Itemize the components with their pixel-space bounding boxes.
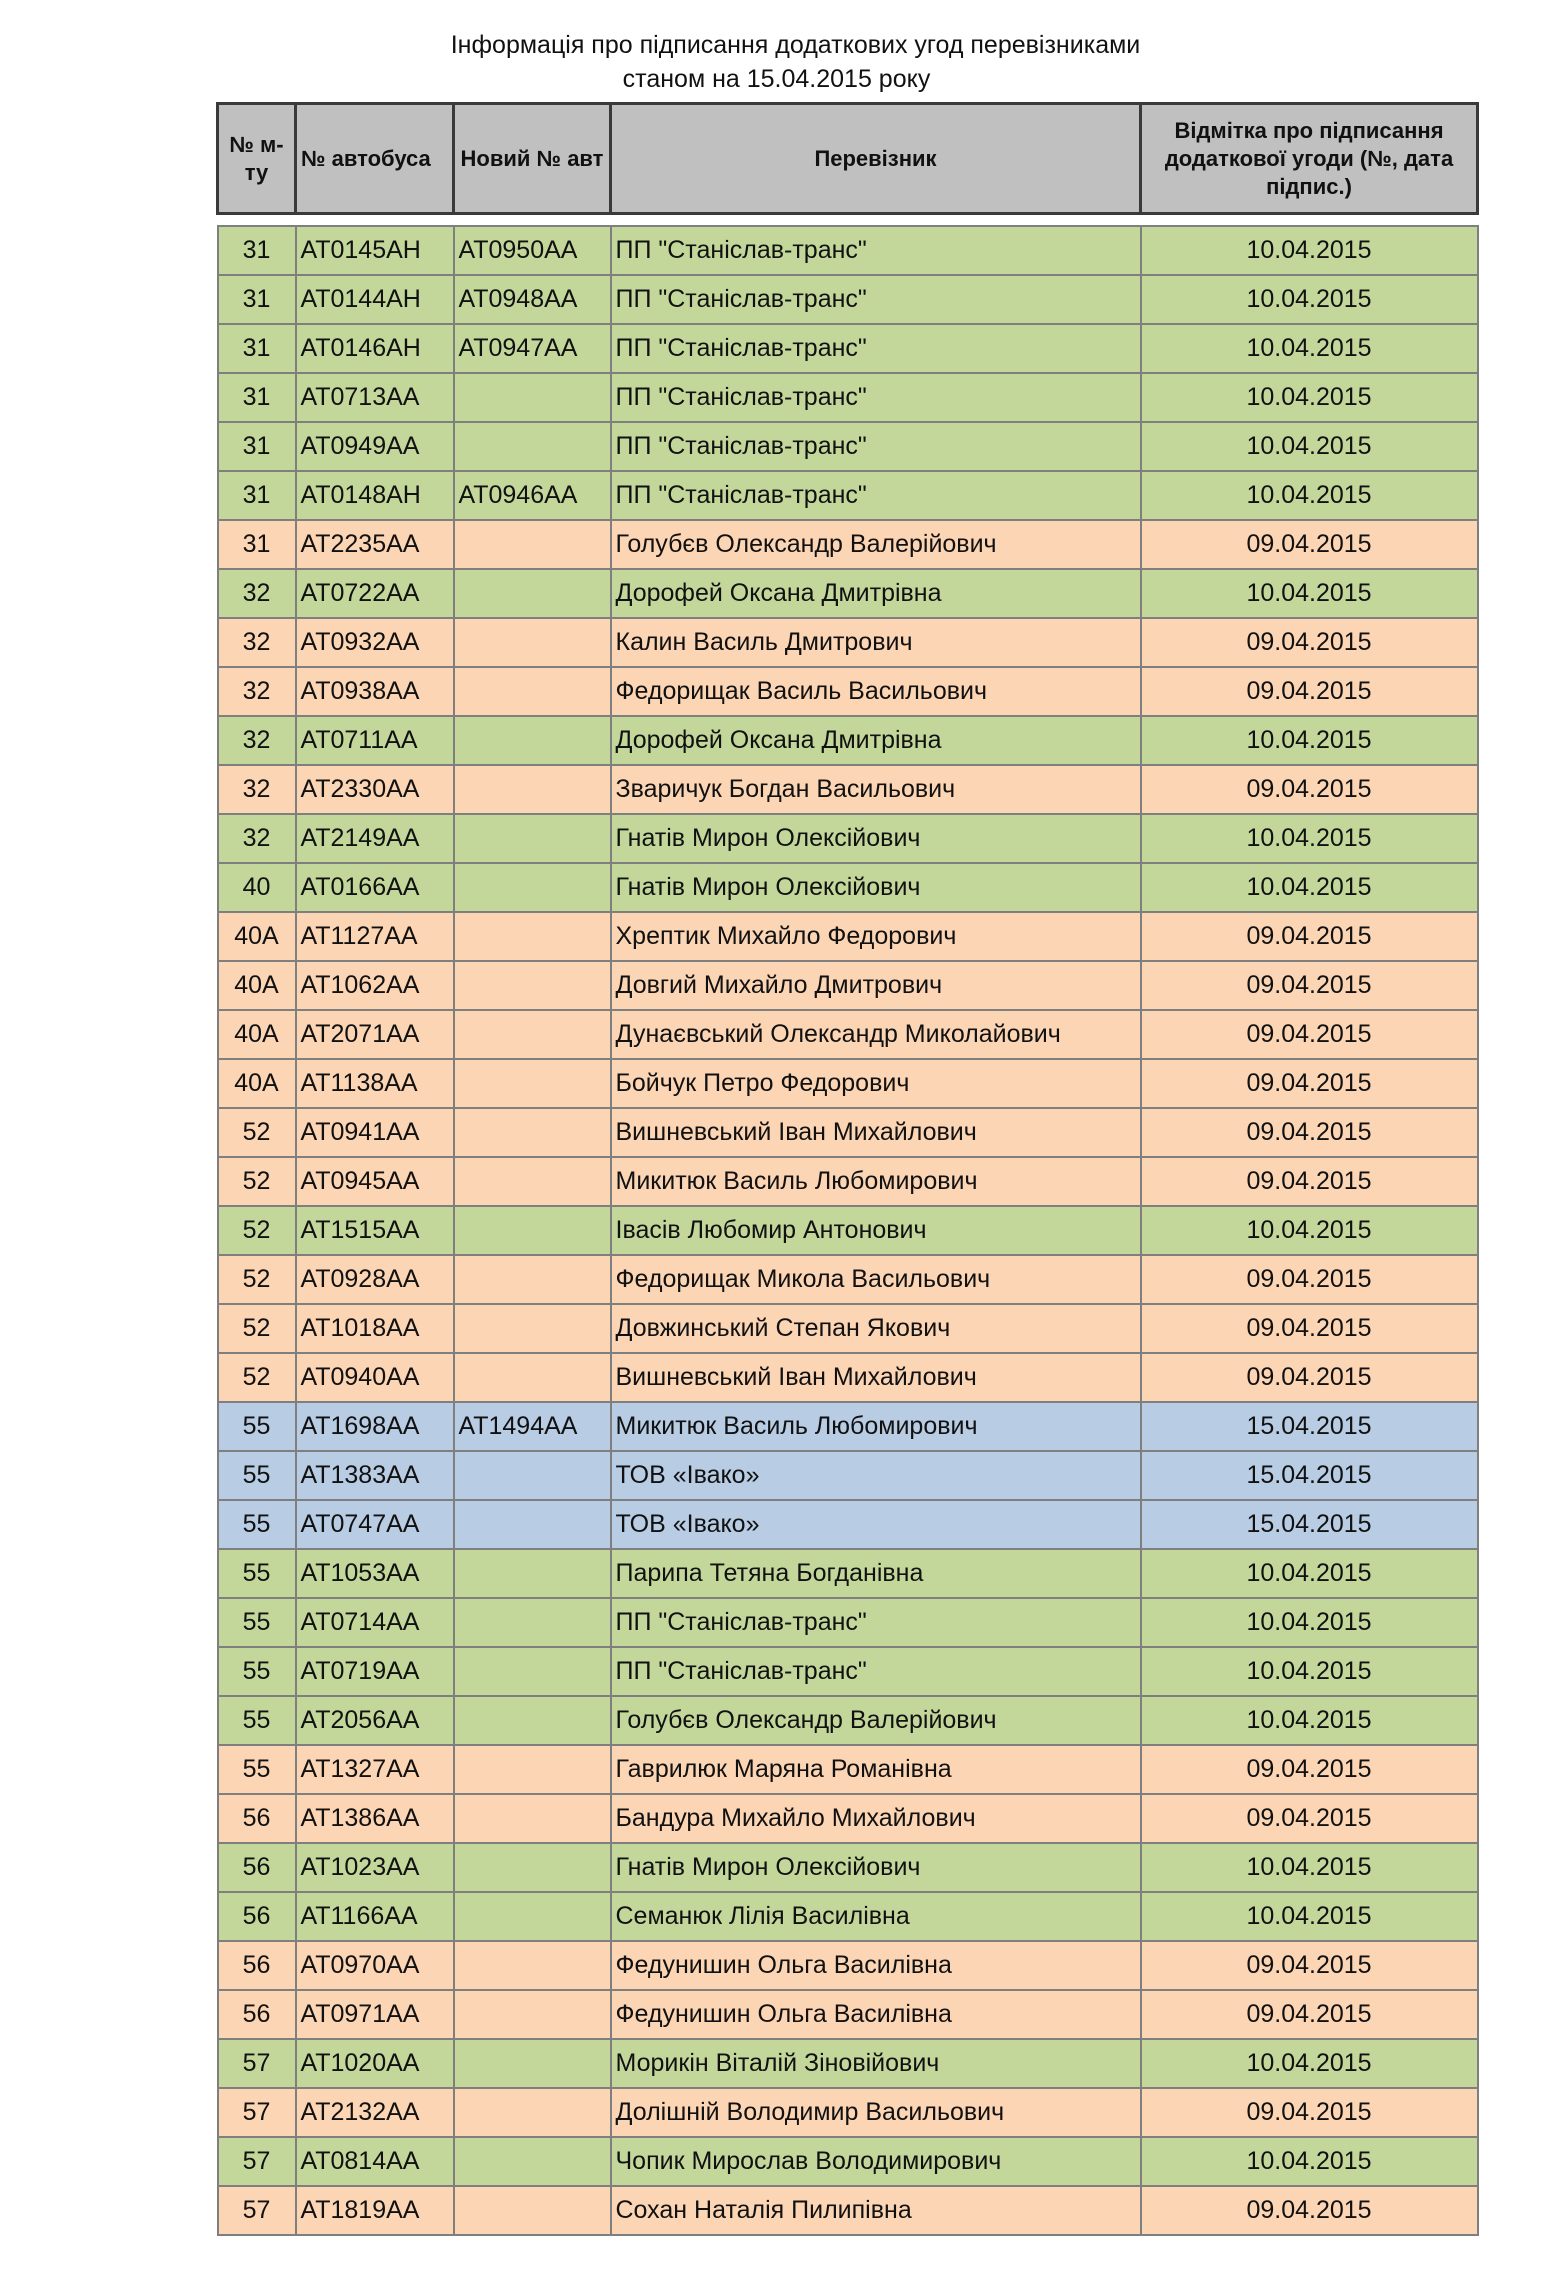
carrier-cell: Гнатів Мирон Олексійович	[611, 814, 1141, 863]
new-bus-number-cell	[454, 1157, 611, 1206]
signing-date-cell: 09.04.2015	[1141, 912, 1478, 961]
table-row	[218, 1255, 1478, 1304]
new-bus-number-cell: АТ1494АА	[454, 1402, 611, 1451]
route-cell: 31	[218, 324, 296, 373]
new-bus-number-cell: АТ0946АА	[454, 471, 611, 520]
route-cell: 31	[218, 226, 296, 275]
table-row	[218, 2088, 1478, 2137]
table-row	[218, 1108, 1478, 1157]
carrier-cell: ПП "Станіслав-транс"	[611, 226, 1141, 275]
signing-date-cell: 10.04.2015	[1141, 1696, 1478, 1745]
signing-date-cell: 09.04.2015	[1141, 1010, 1478, 1059]
new-bus-number-cell	[454, 520, 611, 569]
table-row	[218, 814, 1478, 863]
carrier-cell: Вишневський Іван Михайлович	[611, 1353, 1141, 1402]
bus-number-cell: АТ1327АА	[296, 1745, 454, 1794]
signing-date-cell: 09.04.2015	[1141, 2088, 1478, 2137]
carrier-cell: ТОВ «Івако»	[611, 1500, 1141, 1549]
route-cell: 32	[218, 667, 296, 716]
carrier-cell: Федунишин Ольга Василівна	[611, 1990, 1141, 2039]
route-cell: 55	[218, 1451, 296, 1500]
route-cell: 32	[218, 814, 296, 863]
carrier-cell: Дорофей Оксана Дмитрівна	[611, 569, 1141, 618]
new-bus-number-cell	[454, 1794, 611, 1843]
new-bus-number-cell	[454, 422, 611, 471]
route-cell: 40А	[218, 912, 296, 961]
bus-number-cell: АТ0928АА	[296, 1255, 454, 1304]
table-row	[218, 667, 1478, 716]
bus-number-cell: АТ0971АА	[296, 1990, 454, 2039]
carrier-cell: Голубєв Олександр Валерійович	[611, 1696, 1141, 1745]
table-row	[218, 716, 1478, 765]
carrier-cell: Довжинський Степан Якович	[611, 1304, 1141, 1353]
signing-date-cell: 10.04.2015	[1141, 1843, 1478, 1892]
new-bus-number-cell	[454, 1941, 611, 1990]
carrier-cell: Івасів Любомир Антонович	[611, 1206, 1141, 1255]
bus-number-cell: АТ0719АА	[296, 1647, 454, 1696]
table-row	[218, 226, 1478, 275]
bus-number-cell: АТ1166АА	[296, 1892, 454, 1941]
bus-number-cell: АТ1386АА	[296, 1794, 454, 1843]
carrier-cell: Дунаєвський Олександр Миколайович	[611, 1010, 1141, 1059]
carrier-cell: Долішній Володимир Васильович	[611, 2088, 1141, 2137]
signing-date-cell: 09.04.2015	[1141, 1353, 1478, 1402]
new-bus-number-cell	[454, 1353, 611, 1402]
title-line-2: станом на 15.04.2015 року	[622, 65, 931, 93]
bus-number-cell: АТ0747АА	[296, 1500, 454, 1549]
route-cell: 55	[218, 1647, 296, 1696]
table-row	[218, 1990, 1478, 2039]
new-bus-number-cell	[454, 1206, 611, 1255]
carrier-cell: Довгий Михайло Дмитрович	[611, 961, 1141, 1010]
route-cell: 40А	[218, 1059, 296, 1108]
route-cell: 40А	[218, 961, 296, 1010]
new-bus-number-cell	[454, 1843, 611, 1892]
carrier-cell: Морикін Віталій Зіновійович	[611, 2039, 1141, 2088]
route-cell: 55	[218, 1696, 296, 1745]
signing-date-cell: 09.04.2015	[1141, 1941, 1478, 1990]
signing-date-cell: 10.04.2015	[1141, 2039, 1478, 2088]
carrier-cell: ПП "Станіслав-транс"	[611, 275, 1141, 324]
table-row	[218, 618, 1478, 667]
header-carrier: Перевізник	[611, 104, 1141, 214]
table-row	[218, 1157, 1478, 1206]
route-cell: 32	[218, 569, 296, 618]
table-row	[218, 2039, 1478, 2088]
table-row	[218, 1402, 1478, 1451]
table-row	[218, 2186, 1478, 2235]
route-cell: 52	[218, 1206, 296, 1255]
table-row	[218, 1696, 1478, 1745]
route-cell: 56	[218, 1843, 296, 1892]
bus-number-cell: АТ0148АН	[296, 471, 454, 520]
carrier-cell: Калин Василь Дмитрович	[611, 618, 1141, 667]
bus-number-cell: АТ2235АА	[296, 520, 454, 569]
bus-number-cell: АТ1127АА	[296, 912, 454, 961]
signing-date-cell: 10.04.2015	[1141, 324, 1478, 373]
bus-number-cell: АТ0146АН	[296, 324, 454, 373]
bus-number-cell: АТ2330АА	[296, 765, 454, 814]
new-bus-number-cell	[454, 1598, 611, 1647]
signing-date-cell: 10.04.2015	[1141, 471, 1478, 520]
bus-number-cell: АТ0722АА	[296, 569, 454, 618]
carrier-cell: Гнатів Мирон Олексійович	[611, 1843, 1141, 1892]
new-bus-number-cell	[454, 961, 611, 1010]
new-bus-number-cell	[454, 863, 611, 912]
new-bus-number-cell	[454, 1500, 611, 1549]
bus-number-cell: АТ1698АА	[296, 1402, 454, 1451]
bus-number-cell: АТ0945АА	[296, 1157, 454, 1206]
carrier-cell: Голубєв Олександр Валерійович	[611, 520, 1141, 569]
route-cell: 52	[218, 1255, 296, 1304]
route-cell: 52	[218, 1157, 296, 1206]
new-bus-number-cell	[454, 1255, 611, 1304]
table-row	[218, 1941, 1478, 1990]
route-cell: 32	[218, 765, 296, 814]
table-row	[218, 1745, 1478, 1794]
route-cell: 52	[218, 1108, 296, 1157]
new-bus-number-cell	[454, 1892, 611, 1941]
bus-number-cell: АТ2071АА	[296, 1010, 454, 1059]
route-cell: 56	[218, 1941, 296, 1990]
signing-date-cell: 10.04.2015	[1141, 814, 1478, 863]
signing-date-cell: 10.04.2015	[1141, 863, 1478, 912]
route-cell: 56	[218, 1892, 296, 1941]
signing-date-cell: 10.04.2015	[1141, 275, 1478, 324]
signing-date-cell: 10.04.2015	[1141, 1206, 1478, 1255]
table-row	[218, 1206, 1478, 1255]
table-row	[218, 275, 1478, 324]
bus-number-cell: АТ2056АА	[296, 1696, 454, 1745]
new-bus-number-cell	[454, 373, 611, 422]
table-row	[218, 1500, 1478, 1549]
carrier-cell: Зваричук Богдан Васильович	[611, 765, 1141, 814]
signing-date-cell: 09.04.2015	[1141, 1255, 1478, 1304]
route-cell: 56	[218, 1990, 296, 2039]
new-bus-number-cell: АТ0947АА	[454, 324, 611, 373]
signing-date-cell: 09.04.2015	[1141, 1990, 1478, 2039]
table-row	[218, 1892, 1478, 1941]
route-cell: 55	[218, 1745, 296, 1794]
bus-number-cell: АТ1383АА	[296, 1451, 454, 1500]
carrier-cell: Парипа Тетяна Богданівна	[611, 1549, 1141, 1598]
bus-number-cell: АТ0932АА	[296, 618, 454, 667]
carrier-cell: Микитюк Василь Любомирович	[611, 1157, 1141, 1206]
signing-date-cell: 09.04.2015	[1141, 1304, 1478, 1353]
bus-number-cell: АТ0938АА	[296, 667, 454, 716]
signing-date-cell: 09.04.2015	[1141, 961, 1478, 1010]
table-row	[218, 569, 1478, 618]
route-cell: 52	[218, 1304, 296, 1353]
table-row	[218, 1451, 1478, 1500]
route-cell: 55	[218, 1549, 296, 1598]
signing-date-cell: 10.04.2015	[1141, 1892, 1478, 1941]
new-bus-number-cell	[454, 912, 611, 961]
carrier-cell: Федорищак Микола Васильович	[611, 1255, 1141, 1304]
new-bus-number-cell	[454, 1990, 611, 2039]
carrier-cell: ПП "Станіслав-транс"	[611, 373, 1141, 422]
signing-date-cell: 10.04.2015	[1141, 716, 1478, 765]
bus-number-cell: АТ2132АА	[296, 2088, 454, 2137]
bus-number-cell: АТ0145АН	[296, 226, 454, 275]
bus-number-cell: АТ0814АА	[296, 2137, 454, 2186]
new-bus-number-cell	[454, 765, 611, 814]
new-bus-number-cell	[454, 1745, 611, 1794]
header-new-bus: Новий № авт	[454, 104, 611, 214]
header-spacer	[218, 214, 1478, 226]
header-route: № м-ту	[218, 104, 296, 214]
table-row	[218, 863, 1478, 912]
table-row	[218, 961, 1478, 1010]
route-cell: 57	[218, 2137, 296, 2186]
title-line-1: Інформація про підписання додаткових угод перевізниками	[450, 31, 1141, 59]
new-bus-number-cell	[454, 2137, 611, 2186]
carrier-cell: Федорищак Василь Васильович	[611, 667, 1141, 716]
table-row	[218, 422, 1478, 471]
signing-date-cell: 10.04.2015	[1141, 569, 1478, 618]
carrier-cell: Федунишин Ольга Василівна	[611, 1941, 1141, 1990]
table-row	[218, 471, 1478, 520]
table-body	[218, 226, 1478, 2235]
signing-date-cell: 15.04.2015	[1141, 1402, 1478, 1451]
signing-date-cell: 10.04.2015	[1141, 1598, 1478, 1647]
bus-number-cell: АТ0711АА	[296, 716, 454, 765]
new-bus-number-cell	[454, 1059, 611, 1108]
table-row	[218, 1647, 1478, 1696]
new-bus-number-cell	[454, 1549, 611, 1598]
table-row	[218, 324, 1478, 373]
table-row	[218, 1549, 1478, 1598]
carrier-cell: Сохан Наталія Пилипівна	[611, 2186, 1141, 2235]
signing-date-cell: 09.04.2015	[1141, 1745, 1478, 1794]
bus-number-cell: АТ0970АА	[296, 1941, 454, 1990]
new-bus-number-cell	[454, 1647, 611, 1696]
document-title	[0, 28, 1557, 96]
bus-number-cell: АТ2149АА	[296, 814, 454, 863]
carrier-cell: Гаврилюк Маряна Романівна	[611, 1745, 1141, 1794]
bus-number-cell: АТ1138АА	[296, 1059, 454, 1108]
signing-date-cell: 15.04.2015	[1141, 1500, 1478, 1549]
bus-number-cell: АТ1018АА	[296, 1304, 454, 1353]
signing-date-cell: 09.04.2015	[1141, 1059, 1478, 1108]
header-bus: № автобуса	[296, 104, 454, 214]
signing-date-cell: 10.04.2015	[1141, 422, 1478, 471]
route-cell: 40А	[218, 1010, 296, 1059]
route-cell: 31	[218, 471, 296, 520]
agreements-table	[216, 102, 1479, 2236]
bus-number-cell: АТ0940АА	[296, 1353, 454, 1402]
signing-date-cell: 15.04.2015	[1141, 1451, 1478, 1500]
bus-number-cell: АТ0166АА	[296, 863, 454, 912]
carrier-cell: ПП "Станіслав-транс"	[611, 324, 1141, 373]
signing-date-cell: 09.04.2015	[1141, 618, 1478, 667]
signing-date-cell: 09.04.2015	[1141, 765, 1478, 814]
carrier-cell: Бойчук Петро Федорович	[611, 1059, 1141, 1108]
table-row	[218, 1304, 1478, 1353]
carrier-cell: Вишневський Іван Михайлович	[611, 1108, 1141, 1157]
route-cell: 31	[218, 520, 296, 569]
bus-number-cell: АТ1819АА	[296, 2186, 454, 2235]
signing-date-cell: 09.04.2015	[1141, 2186, 1478, 2235]
route-cell: 40	[218, 863, 296, 912]
route-cell: 55	[218, 1598, 296, 1647]
bus-number-cell: АТ0144АН	[296, 275, 454, 324]
table-row	[218, 1598, 1478, 1647]
carrier-cell: Дорофей Оксана Дмитрівна	[611, 716, 1141, 765]
new-bus-number-cell	[454, 1010, 611, 1059]
route-cell: 52	[218, 1353, 296, 1402]
table-row	[218, 1353, 1478, 1402]
route-cell: 57	[218, 2088, 296, 2137]
new-bus-number-cell: АТ0950АА	[454, 226, 611, 275]
table-row	[218, 373, 1478, 422]
route-cell: 55	[218, 1402, 296, 1451]
new-bus-number-cell	[454, 2186, 611, 2235]
carrier-cell: ТОВ «Івако»	[611, 1451, 1141, 1500]
signing-date-cell: 09.04.2015	[1141, 520, 1478, 569]
signing-date-cell: 09.04.2015	[1141, 667, 1478, 716]
signing-date-cell: 09.04.2015	[1141, 1794, 1478, 1843]
bus-number-cell: АТ1062АА	[296, 961, 454, 1010]
carrier-cell: Чопик Мирослав Володимирович	[611, 2137, 1141, 2186]
bus-number-cell: АТ1023АА	[296, 1843, 454, 1892]
signing-date-cell: 10.04.2015	[1141, 373, 1478, 422]
carrier-cell: ПП "Станіслав-транс"	[611, 1598, 1141, 1647]
route-cell: 31	[218, 275, 296, 324]
route-cell: 56	[218, 1794, 296, 1843]
bus-number-cell: АТ0713АА	[296, 373, 454, 422]
bus-number-cell: АТ0949АА	[296, 422, 454, 471]
carrier-cell: Микитюк Василь Любомирович	[611, 1402, 1141, 1451]
new-bus-number-cell	[454, 1108, 611, 1157]
table-row	[218, 1794, 1478, 1843]
carrier-cell: Бандура Михайло Михайлович	[611, 1794, 1141, 1843]
new-bus-number-cell: АТ0948АА	[454, 275, 611, 324]
table-row	[218, 1843, 1478, 1892]
signing-date-cell: 10.04.2015	[1141, 226, 1478, 275]
new-bus-number-cell	[454, 1696, 611, 1745]
new-bus-number-cell	[454, 667, 611, 716]
new-bus-number-cell	[454, 1304, 611, 1353]
new-bus-number-cell	[454, 716, 611, 765]
header-signing-mark: Відмітка про підписання додаткової угоди (№, дата підпис.)	[1141, 104, 1478, 214]
bus-number-cell: АТ1515АА	[296, 1206, 454, 1255]
table-row	[218, 1059, 1478, 1108]
table-row	[218, 1010, 1478, 1059]
carrier-cell: ПП "Станіслав-транс"	[611, 471, 1141, 520]
signing-date-cell: 10.04.2015	[1141, 1549, 1478, 1598]
route-cell: 31	[218, 422, 296, 471]
table-row	[218, 912, 1478, 961]
new-bus-number-cell	[454, 2088, 611, 2137]
route-cell: 55	[218, 1500, 296, 1549]
new-bus-number-cell	[454, 1451, 611, 1500]
new-bus-number-cell	[454, 2039, 611, 2088]
signing-date-cell: 09.04.2015	[1141, 1157, 1478, 1206]
route-cell: 57	[218, 2039, 296, 2088]
route-cell: 32	[218, 618, 296, 667]
new-bus-number-cell	[454, 618, 611, 667]
new-bus-number-cell	[454, 814, 611, 863]
carrier-cell: Хрептик Михайло Федорович	[611, 912, 1141, 961]
table-row	[218, 2137, 1478, 2186]
route-cell: 31	[218, 373, 296, 422]
carrier-cell: ПП "Станіслав-транс"	[611, 422, 1141, 471]
bus-number-cell: АТ0714АА	[296, 1598, 454, 1647]
bus-number-cell: АТ1053АА	[296, 1549, 454, 1598]
carrier-cell: Гнатів Мирон Олексійович	[611, 863, 1141, 912]
route-cell: 32	[218, 716, 296, 765]
new-bus-number-cell	[454, 569, 611, 618]
signing-date-cell: 10.04.2015	[1141, 1647, 1478, 1696]
bus-number-cell: АТ0941АА	[296, 1108, 454, 1157]
carrier-cell: ПП "Станіслав-транс"	[611, 1647, 1141, 1696]
bus-number-cell: АТ1020АА	[296, 2039, 454, 2088]
table-row	[218, 765, 1478, 814]
carrier-cell: Семанюк Лілія Василівна	[611, 1892, 1141, 1941]
signing-date-cell: 10.04.2015	[1141, 2137, 1478, 2186]
table-header-row	[218, 104, 1478, 214]
signing-date-cell: 09.04.2015	[1141, 1108, 1478, 1157]
route-cell: 57	[218, 2186, 296, 2235]
table-row	[218, 520, 1478, 569]
